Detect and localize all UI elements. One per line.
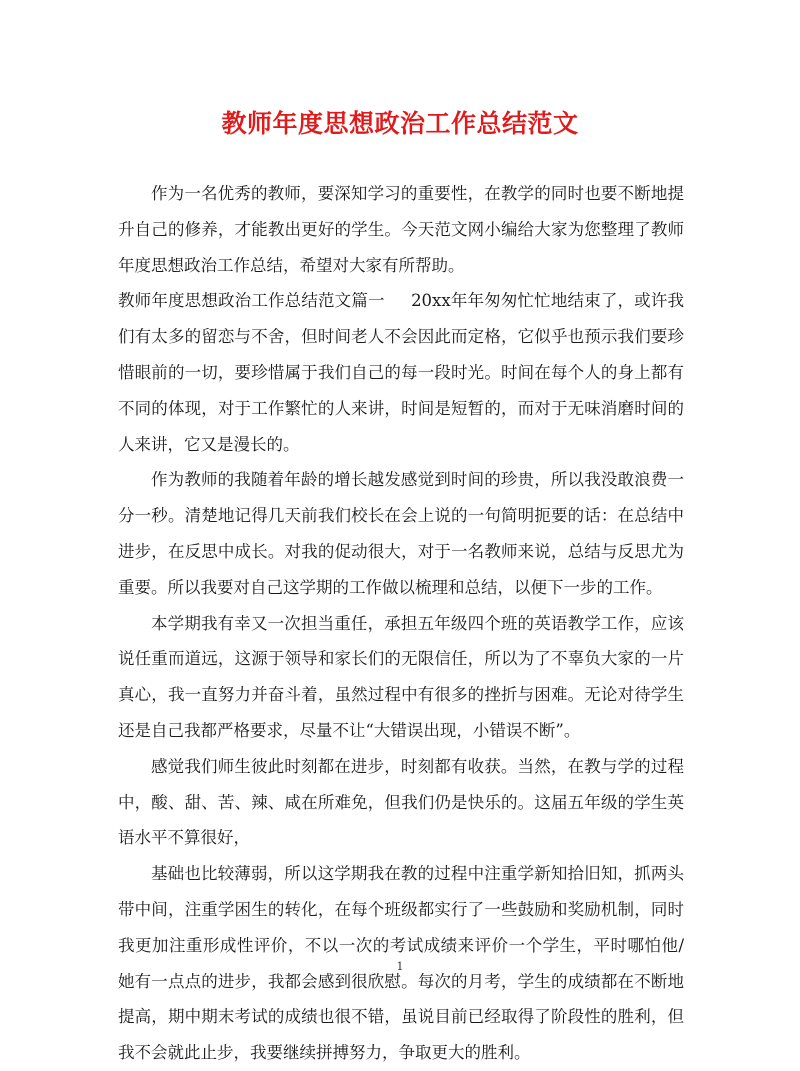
body-paragraph: 作为教师的我随着年龄的增长越发感觉到时间的珍贵，所以我没敢浪费一分一秒。清楚地记得几天前我们校长在会上说的一句简明扼要的话：在总结中进步，在反思中成长。对我的促动很大，对于一名教师来说，总结与反思尤为重要。所以我要对自己这学期的工作做以梳理和总结，以便下一步的工作。 (118, 470, 684, 597)
section-first-paragraph (118, 283, 684, 462)
body-paragraph: 本学期我有幸又一次担当重任，承担五年级四个班的英语教学工作，应该说任重而道远，这源于领导和家长们的无限信任，所以为了不辜负大家的一片真心，我一直努力并奋斗着，虽然过程中有很多的挫折与困难。无论对待学生还是自己我都严格要求，尽量不让“大错误出现，小错误不断”。 (118, 613, 684, 740)
page-title: 教师年度思想政治工作总结范文 (221, 109, 579, 138)
body-paragraph: 基础也比较薄弱，所以这学期我在教的过程中注重学新知拾旧知，抓两头带中间，注重学困生的转化，在每个班级都实行了一些鼓励和奖励机制，同时我更加注重形成性评价，不以一次的考试成绩来评价一个学生，平时哪怕他/她有一点点的进步，我都会感到很欣慰。每次的月考，学生的成绩都在不断地提高，期中期末考试的成绩也很不错，虽说目前已经取得了阶段性的胜利，但我不会就此止步，我要继续拼搏努力，争取更大的胜利。 (118, 864, 684, 1063)
page-number: 1 (396, 960, 404, 973)
document-body (118, 176, 684, 1071)
body-paragraph: 感觉我们师生彼此时刻都在进步，时刻都有收获。当然，在教与学的过程中，酸、甜、苦、辣、咸在所难免，但我们仍是快乐的。这届五年级的学生英语水平不算很好， (118, 756, 684, 848)
section-heading: 教师年度思想政治工作总结范文篇一 (118, 291, 385, 311)
section-first-text: 20xx年年匆匆忙忙地结束了，或许我们有太多的留恋与不舍，但时间老人不会因此而定格，它似乎也预示我们要珍惜眼前的一切，要珍惜属于我们自己的每一段时光。时间在每个人的身上都有不同的体现，对于工作繁忙的人来讲，时间是短暂的，而对于无味消磨时间的人来讲，它又是漫长的。 (118, 291, 685, 454)
intro-paragraph: 作为一名优秀的教师，要深知学习的重要性，在教学的同时也要不断地提升自己的修养，才能教出更好的学生。今天范文网小编给大家为您整理了教师年度思想政治工作总结，希望对大家有所帮助。 (118, 184, 684, 275)
